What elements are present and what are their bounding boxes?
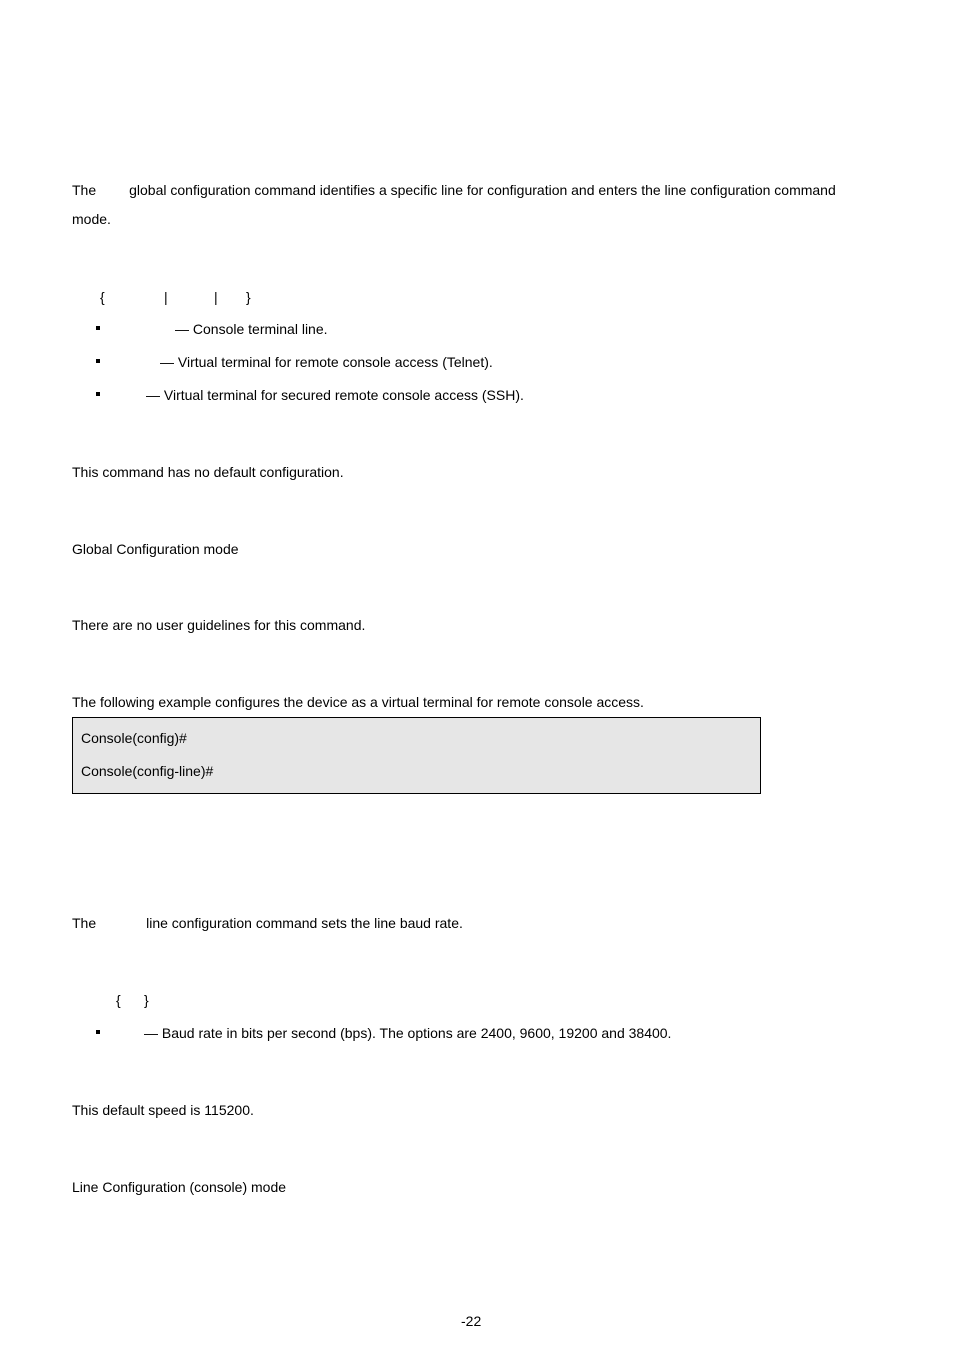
section2-intro — [72, 915, 463, 931]
page-number: -22 — [461, 1313, 482, 1329]
syntax-close-brace: } — [144, 992, 149, 1008]
syntax-separator: | — [214, 289, 218, 305]
intro-prefix: The — [72, 915, 97, 931]
code-line: Console(config-line)# — [81, 763, 214, 779]
syntax-separator: | — [164, 289, 168, 305]
bullet-icon — [96, 1030, 100, 1034]
intro-prefix: The — [72, 182, 97, 198]
param-description: — Virtual terminal for remote console access (Telnet). — [160, 354, 493, 370]
bullet-icon — [96, 392, 100, 396]
syntax-open-brace: { — [100, 289, 105, 305]
param-description: — Virtual terminal for secured remote console access (SSH). — [146, 387, 524, 403]
param-description: — Baud rate in bits per second (bps). The options are 2400, 9600, 19200 and 38400. — [144, 1025, 672, 1041]
section1-intro — [72, 182, 836, 198]
command-mode-text: Line Configuration (console) mode — [72, 1179, 287, 1195]
default-config-text: This command has no default configuration. — [72, 464, 344, 480]
syntax-open-brace: { — [116, 992, 121, 1008]
code-example-box — [72, 717, 761, 794]
param-description: — Console terminal line. — [175, 321, 328, 337]
intro-rest: line configuration command sets the line baud rate. — [146, 915, 463, 931]
section1-intro-continuation: mode. — [72, 211, 111, 227]
user-guidelines-text: There are no user guidelines for this command. — [72, 617, 366, 633]
example-text: The following example configures the device as a virtual terminal for remote console access. — [72, 694, 644, 710]
intro-rest: global configuration command identifies a specific line for configuration and enters the line configuration command — [129, 182, 836, 198]
bullet-icon — [96, 359, 100, 363]
bullet-icon — [96, 326, 100, 330]
command-mode-text: Global Configuration mode — [72, 541, 239, 557]
syntax-close-brace: } — [246, 289, 251, 305]
code-line: Console(config)# — [81, 730, 187, 746]
default-config-text: This default speed is 115200. — [72, 1102, 254, 1118]
